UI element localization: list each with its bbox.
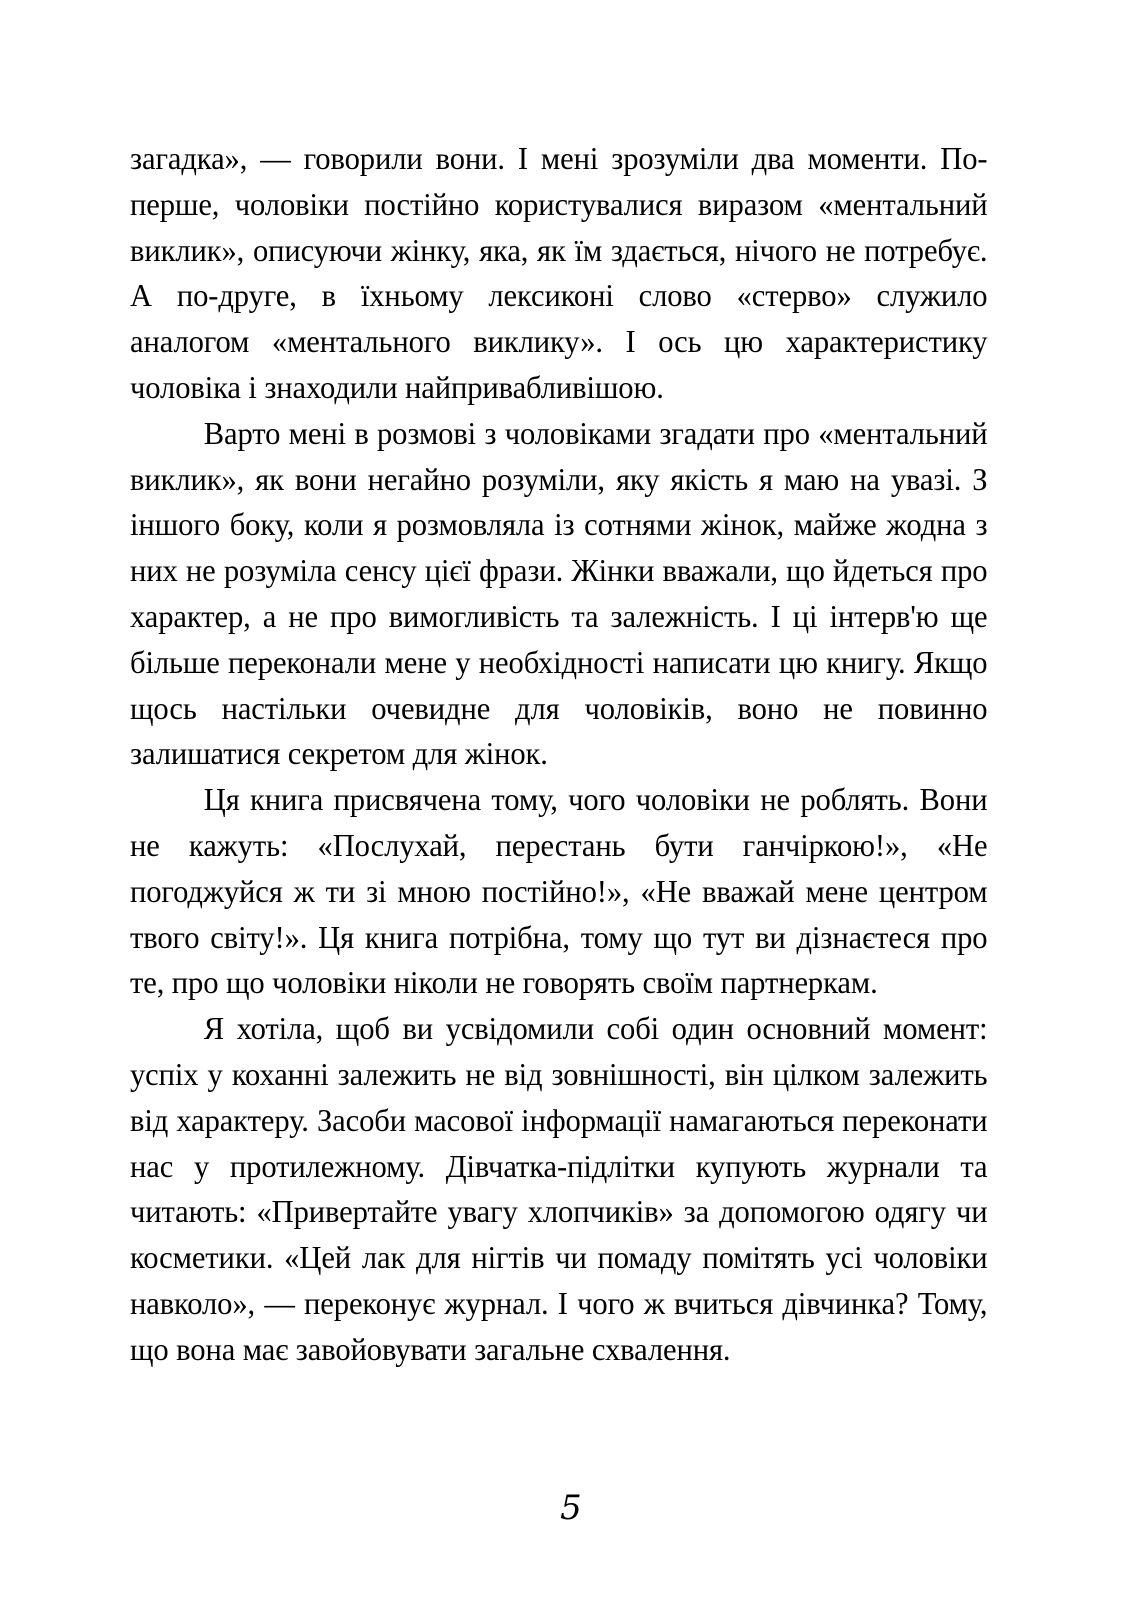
page-text-block (130, 136, 1014, 1373)
paragraph-2: Варто мені в розмові з чоловіками згадати про «ментальний виклик», як вони негайно розуміли, яку якість я маю на увазі. З іншого боку, коли я розмовляла із сотнями жінок, майже жодна з них не розуміла сенсу цієї фрази. Жінки вважали, що йдеться про характер, а не про вимогливість та залежність. І ці інтерв'ю ще більше переконали мене у необхідності написати цю книгу. Якщо щось настільки очевидне для чоловіків, воно не повинно залишатися секретом для жінок. (130, 415, 988, 772)
paragraph-1: загадка», — говорили вони. І мені зрозуміли два моменти. По-перше, чоловіки постійно користувалися виразом «ментальний виклик», описуючи жінку, яка, як їм здається, нічого не потребує. А по-друге, в їхньому лексиконі слово «стерво» служило аналогом «ментального виклику». І ось цю характеристику чоловіка і знаходили найпривабливішою. (130, 141, 988, 405)
paragraph-3: Ця книга присвячена тому, чого чоловіки не роблять. Вони не кажуть: «Послухай, перестань бути ганчіркою!», «Не погоджуйся ж ти зі мною постійно!», «Не вважай мене центром твого світу!». Ця книга потрібна, тому що тут ви дізнаєтеся про те, про що чоловіки ніколи не говорять своїм партнеркам. (130, 782, 988, 1001)
page-number: 5 (560, 1488, 582, 1528)
paragraph-4: Я хотіла, щоб ви усвідомили собі один основний момент: успіх у коханні залежить не від зовнішності, він цілком залежить від характеру. Засоби масової інформації намагаються переконати нас у протилежному. Дівчатка-підлітки купують журнали та читають: «Привертайте увагу хлопчиків» за допомогою одягу чи косметики. «Цей лак для нігтів чи помаду помітять усі чоловіки навколо», — переконує журнал. І чого ж вчиться дівчинка? Тому, що вона має завойовувати загальне схвалення. (130, 1011, 988, 1367)
